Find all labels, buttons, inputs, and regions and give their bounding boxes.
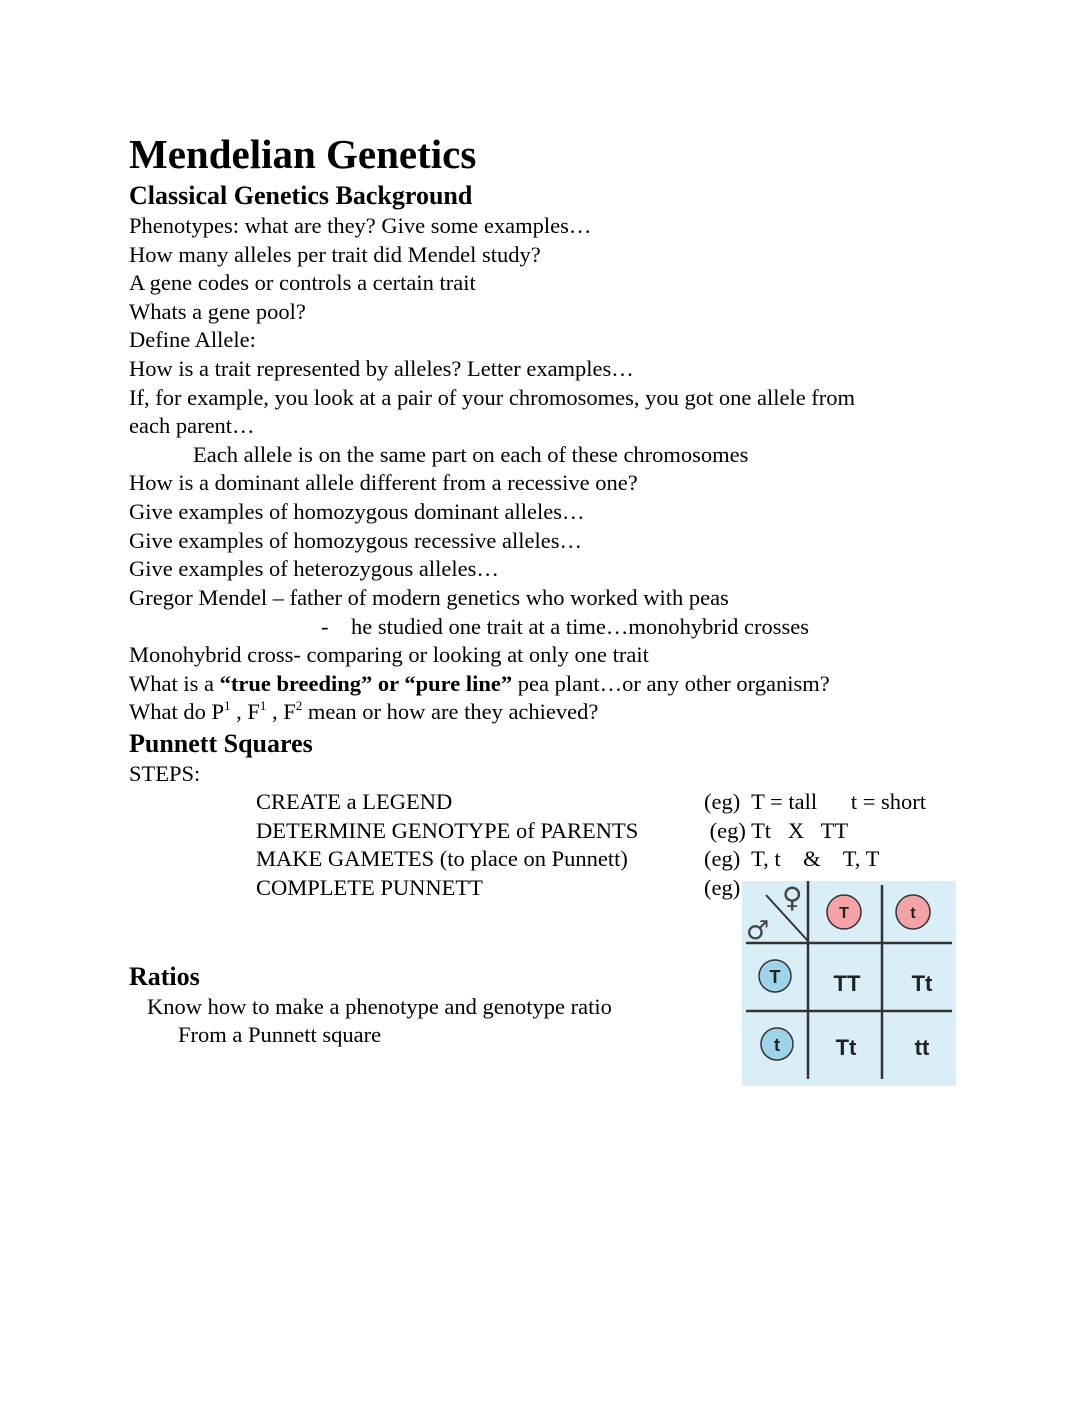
page-title: Mendelian Genetics <box>129 131 477 177</box>
superscript: 1 <box>259 698 267 713</box>
female-allele-label: T <box>839 905 849 922</box>
text-fragment: mean or how are they achieved? <box>302 699 599 724</box>
step-example: (eg) T = tall t = short <box>704 789 927 814</box>
male-allele-label: t <box>774 1035 780 1055</box>
step-example: (eg) <box>704 875 741 900</box>
superscript: 2 <box>295 698 303 713</box>
text-line: A gene codes or controls a certain trait <box>129 270 476 295</box>
text-line: Monohybrid cross- comparing or looking at only one trait <box>129 642 649 667</box>
generations-question <box>129 698 598 726</box>
female-allele-label: t <box>910 905 916 922</box>
text-line: Give examples of homozygous recessive alleles… <box>129 528 582 553</box>
superscript: 1 <box>224 698 231 713</box>
text-line: Whats a gene pool? <box>129 299 306 324</box>
text-line: Give examples of heterozygous alleles… <box>129 556 499 581</box>
text-line: How is a trait represented by alleles? Letter examples… <box>129 356 634 381</box>
offspring-genotype: Tt <box>911 971 933 996</box>
male-symbol-icon: ♂ <box>746 916 770 946</box>
text-fragment: , F <box>266 699 296 724</box>
section-heading-ratios: Ratios <box>129 962 200 991</box>
step-label: CREATE a LEGEND <box>256 789 453 814</box>
text-line: How many alleles per trait did Mendel study? <box>129 242 541 267</box>
text-line: each parent… <box>129 413 255 438</box>
step-label: DETERMINE GENOTYPE of PARENTS <box>256 818 639 843</box>
step-example: (eg) Tt X TT <box>704 818 849 843</box>
step-label: COMPLETE PUNNETT <box>256 875 483 900</box>
text-fragment: or <box>372 671 405 696</box>
steps-label: STEPS: <box>129 761 201 786</box>
text-line: - he studied one trait at a time…monohybrid crosses <box>321 614 810 639</box>
text-fragment: pea plant…or any other organism? <box>512 671 830 696</box>
text-fragment: What is a <box>129 671 220 696</box>
text-line: Gregor Mendel – father of modern genetics who worked with peas <box>129 585 729 610</box>
section-heading-punnett: Punnett Squares <box>129 729 313 758</box>
offspring-genotype: TT <box>833 971 861 996</box>
step-example: (eg) T, t & T, T <box>704 846 880 871</box>
step-label: MAKE GAMETES (to place on Punnett) <box>256 846 628 871</box>
section-heading-background: Classical Genetics Background <box>129 181 473 210</box>
punnett-square-diagram <box>742 881 956 1086</box>
true-breeding-question <box>129 670 830 698</box>
male-allele-label: T <box>769 967 781 987</box>
text-line: From a Punnett square <box>178 1022 382 1047</box>
punnett-square-svg <box>742 881 956 1086</box>
text-fragment: What do P <box>129 699 224 724</box>
text-fragment: , F <box>230 699 260 724</box>
female-symbol-icon: ♀ <box>782 881 803 914</box>
text-line: Define Allele: <box>129 327 256 352</box>
bold-term: “true breeding” <box>219 671 373 696</box>
text-line: Give examples of homozygous dominant alleles… <box>129 499 585 524</box>
text-line: How is a dominant allele different from a recessive one? <box>129 470 638 495</box>
offspring-genotype: tt <box>914 1035 930 1060</box>
bold-term: “pure line” <box>404 671 513 696</box>
text-line: Phenotypes: what are they? Give some examples… <box>129 213 592 238</box>
offspring-genotype: Tt <box>835 1035 857 1060</box>
text-line: Each allele is on the same part on each of these chromosomes <box>193 442 749 467</box>
text-line: Know how to make a phenotype and genotype ratio <box>147 994 612 1019</box>
text-line: If, for example, you look at a pair of your chromosomes, you got one allele from <box>129 385 856 410</box>
